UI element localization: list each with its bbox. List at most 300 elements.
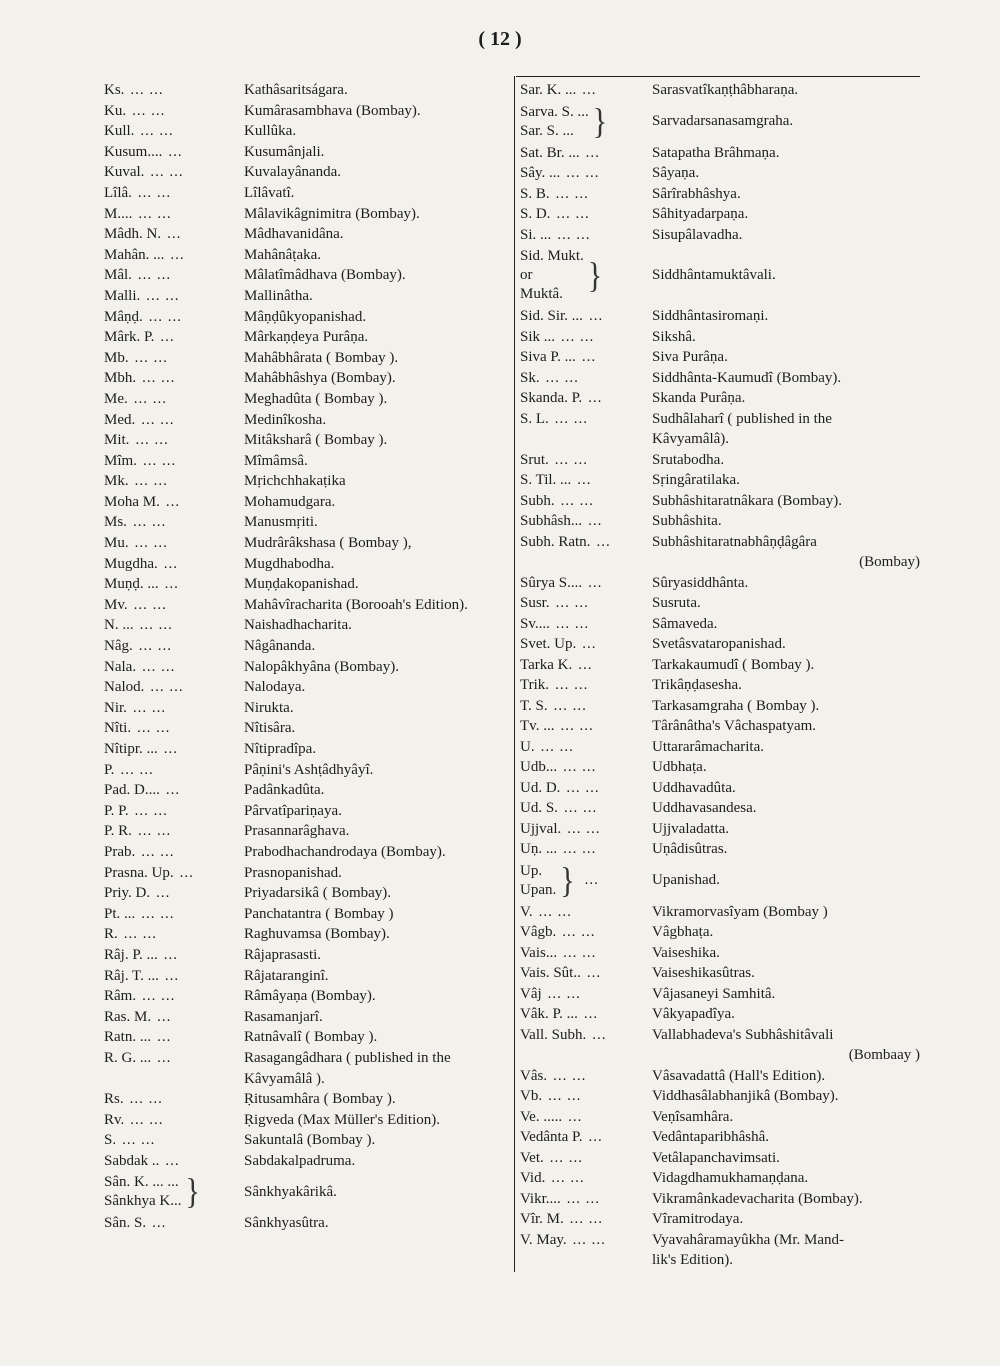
entry-leader-dots: ... (156, 885, 171, 902)
entry-abbreviation-block (520, 1107, 652, 1128)
abbreviation-entry (104, 286, 510, 307)
entry-meaning: Skanda Purâṇa. (652, 390, 746, 406)
entry-meaning-block (244, 760, 510, 781)
entry-abbreviation-block (520, 450, 652, 471)
entry-leader-dots: ... ... (134, 802, 168, 819)
entry-meaning: Kusumânjali. (244, 143, 325, 160)
entry-meaning-block (652, 778, 920, 799)
abbreviation-entry (104, 1027, 510, 1048)
abbreviation-entry (520, 963, 920, 984)
entry-meaning: Sudhâlaharî ( published in the (652, 410, 832, 427)
entry-meaning-block (652, 1004, 920, 1025)
entry-meaning: Sabdakalpadruma. (244, 1152, 356, 1169)
entry-abbreviation: Sar. S. ... (520, 122, 574, 139)
abbreviation-entry (104, 183, 510, 204)
entry-abbreviation-block (520, 1148, 652, 1169)
entry-abbreviation: Vikr.... (520, 1190, 561, 1207)
entry-leader-dots: ... (157, 1029, 172, 1046)
entry-leader-dots: ... ... (133, 596, 167, 613)
entry-meaning-block (244, 512, 510, 533)
entry-meaning: Sûryasiddhânta. (652, 574, 749, 591)
entry-leader-dots: ... ... (547, 985, 581, 1002)
entry-meaning: Vâsavadattâ (Hall's Edition). (652, 1067, 826, 1084)
entry-meaning: Sisupâlavadha. (652, 226, 743, 243)
entry-abbreviation: Nîtipr. ... (104, 741, 158, 757)
entry-abbreviation: Svet. Up. (520, 636, 577, 652)
abbreviation-entry (520, 716, 920, 737)
entry-leader-dots: ... (588, 308, 604, 324)
entry-leader-dots: ... (157, 1049, 172, 1066)
entry-abbreviation-block (104, 780, 244, 801)
entry-meaning-block (244, 327, 510, 348)
entry-abbreviation: Mbh. (104, 370, 137, 387)
entry-abbreviation: Ud. S. (520, 800, 558, 816)
entry-abbreviation-block (104, 842, 244, 863)
entry-leader-dots: ... ... (562, 924, 596, 940)
abbreviation-entry (104, 348, 510, 369)
entry-meaning-block (244, 1110, 510, 1131)
entry-abbreviation: Med. (104, 411, 136, 428)
abbreviation-entry (520, 470, 920, 491)
entry-abbreviation: Sat. Br. ... (520, 144, 580, 161)
entry-leader-dots: ... (596, 533, 611, 550)
abbreviation-entry (520, 450, 920, 471)
entry-leader-dots: ... ... (548, 1088, 582, 1104)
entry-meaning-block (244, 615, 510, 636)
entry-meaning: Siddhânta-Kaumudî (Bombay). (652, 369, 842, 386)
abbreviation-entry (104, 245, 510, 266)
entry-leader-dots: ... ... (129, 1091, 163, 1108)
entry-abbreviation-block (104, 863, 244, 884)
entry-leader-dots: ... (164, 576, 179, 593)
entry-meaning: Mâlavikâgnimitra (Bombay). (244, 205, 420, 222)
entry-leader-dots: ... ... (133, 390, 167, 407)
entry-meaning-block (652, 1127, 920, 1148)
abbreviation-entry (520, 819, 920, 840)
entry-abbreviation-block (104, 430, 244, 451)
entry-meaning-block (244, 986, 510, 1007)
entry-meaning-block (652, 614, 920, 635)
entry-meaning: Mṛichchhakaṭika (244, 473, 346, 490)
entry-meaning-block (244, 162, 510, 183)
entry-leader-dots: ... (582, 82, 597, 98)
entry-meaning: Kullûka. (244, 123, 297, 140)
entry-abbreviation: Kuval. (104, 164, 145, 181)
abbreviation-entry (520, 1230, 920, 1271)
entry-leader-dots: ... (592, 1026, 607, 1043)
entry-meaning-block (244, 265, 510, 286)
entry-meaning-block (652, 1189, 920, 1210)
entry-abbreviation: Subh. (520, 492, 555, 509)
entry-meaning: Tarkakaumudî ( Bombay ). (652, 656, 815, 673)
entry-abbreviation: Vall. Subh. (520, 1026, 587, 1043)
entry-meaning: Siva Purâṇa. (652, 349, 728, 365)
entry-abbreviation: Nala. (104, 658, 137, 675)
entry-leader-dots: ... (170, 246, 185, 263)
entry-abbreviation-block (104, 1110, 244, 1131)
entry-meaning: Sikshâ. (652, 328, 696, 345)
entry-meaning: Mugdhabodha. (244, 555, 335, 572)
entry-leader-dots: ... ... (560, 492, 594, 509)
entry-abbreviation-block (104, 80, 244, 101)
entry-abbreviation: Ms. (104, 514, 127, 531)
entry-abbreviation: Mit. (104, 432, 130, 449)
abbreviation-entry (520, 839, 920, 860)
brace-glyph: } (185, 1172, 200, 1212)
abbreviation-entry (520, 902, 920, 923)
entry-abbreviation-block (104, 636, 244, 657)
entry-abbreviation: P. R. (104, 823, 132, 840)
abbreviation-entry (104, 533, 510, 554)
abbreviation-entry (104, 698, 510, 719)
entry-meaning: Subhâshita. (652, 513, 722, 529)
entry-abbreviation-block (520, 862, 652, 900)
entry-leader-dots: ... ... (563, 944, 597, 961)
abbreviation-entry (104, 1213, 510, 1234)
entry-leader-dots: ... (578, 656, 593, 673)
entry-leader-dots: ... ... (141, 905, 175, 922)
entry-abbreviation: Pt. ... (104, 905, 136, 922)
entry-meaning: Mahâbhâshya (Bombay). (244, 370, 396, 387)
abbreviation-entry (520, 1086, 920, 1107)
entry-abbreviation-block (104, 286, 244, 307)
entry-abbreviation-block (520, 1127, 652, 1148)
entry-abbreviation: Subhâsh... (520, 513, 583, 529)
entry-abbreviation-block (104, 966, 244, 987)
entry-leader-dots: ... (568, 1108, 583, 1125)
entry-abbreviation: Subh. Ratn. (520, 533, 591, 550)
entry-meaning-block (652, 593, 920, 614)
entry-meaning-block (244, 966, 510, 987)
entry-meaning: Mahâbhârata ( Bombay ). (244, 349, 399, 366)
abbreviation-entry (520, 943, 920, 964)
entry-abbreviation-block (104, 451, 244, 472)
entry-meaning: Ṛigveda (Max Müller's Edition). (244, 1111, 441, 1128)
entry-meaning-block (244, 595, 510, 616)
entry-leader-dots: ... ... (123, 926, 158, 943)
entry-abbreviation-block (104, 101, 244, 122)
abbreviation-entry (520, 1127, 920, 1148)
entry-meaning-block (244, 657, 510, 678)
entry-abbreviation: Prasna. Up. (104, 864, 174, 881)
entry-abbreviation-block (104, 595, 244, 616)
entry-meaning-block (244, 451, 510, 472)
entry-abbreviation: Ku. (104, 102, 127, 119)
entry-abbreviation-block (520, 716, 652, 737)
abbreviation-entry (104, 512, 510, 533)
entry-abbreviation: R. G. ... (104, 1049, 152, 1066)
entry-leader-dots: ... (584, 872, 599, 889)
entry-meaning: Svetâsvataropanishad. (652, 636, 786, 652)
entry-abbreviation-block (520, 1189, 652, 1210)
entry-abbreviation-block (520, 778, 652, 799)
entry-meaning-block (652, 409, 920, 450)
entry-leader-dots: ... ... (150, 164, 184, 181)
entry-abbreviation: Sarva. S. ... (520, 103, 589, 120)
entry-abbreviation-block (520, 819, 652, 840)
entry-leader-dots: ... ... (142, 370, 176, 387)
entry-meaning-block (244, 348, 510, 369)
abbreviation-entry (520, 511, 920, 532)
entry-abbreviation-block (104, 1007, 244, 1028)
entry-meaning: Râmâyaṇa (Bombay). (244, 988, 376, 1005)
abbreviation-entry (104, 1130, 510, 1151)
brace-glyph: } (560, 860, 575, 900)
entry-meaning: Mitâksharâ ( Bombay ). (244, 432, 388, 449)
entry-abbreviation-block (520, 1230, 652, 1251)
entry-abbreviation-block (104, 801, 244, 822)
entry-abbreviation: Ujjval. (520, 820, 562, 837)
entry-meaning-block (244, 924, 510, 945)
entry-abbreviation-block (520, 1086, 652, 1107)
entry-meaning-block (244, 307, 510, 328)
entry-meaning: Vikramânkadevacharita (Bombay). (652, 1190, 863, 1207)
entry-abbreviation: Vb. (520, 1088, 543, 1104)
entry-leader-dots: ... (588, 513, 603, 529)
entry-meaning-block (652, 204, 920, 225)
entry-meaning-block (244, 1151, 510, 1172)
entry-abbreviation: Nir. (104, 699, 127, 716)
entry-abbreviation: Siva P. ... (520, 349, 576, 365)
entry-meaning-block (244, 101, 510, 122)
entry-meaning: Kathâsaritságara. (244, 82, 348, 98)
entry-meaning-block (244, 739, 510, 760)
entry-meaning: Ṛitusamhâra ( Bombay ). (244, 1091, 396, 1108)
entry-meaning-block (652, 819, 920, 840)
entry-abbreviation-block (104, 924, 244, 945)
entry-abbreviation-block (104, 698, 244, 719)
entry-abbreviation: Me. (104, 390, 128, 407)
entry-leader-dots: ... (152, 1215, 167, 1232)
entry-meaning: Sarvadarsanasamgraha. (652, 113, 794, 130)
entry-abbreviation: Ve. ..... (520, 1108, 563, 1125)
entry-meaning: Vaiseshikasûtras. (652, 965, 755, 981)
entry-meaning-block (244, 1130, 510, 1151)
entry-abbreviation: Muṇḍ. ... (104, 576, 159, 593)
entry-meaning-block (652, 902, 920, 923)
entry-abbreviation-block (520, 1004, 652, 1025)
entry-meaning-block (244, 245, 510, 266)
entry-abbreviation-block (104, 471, 244, 492)
entry-meaning: Kumârasambhava (Bombay). (244, 102, 421, 119)
entry-leader-dots: ... ... (132, 699, 167, 716)
entry-abbreviation-block (104, 512, 244, 533)
abbreviation-entry (520, 696, 920, 717)
abbreviation-entry (520, 1209, 920, 1230)
abbreviation-entry (520, 409, 920, 450)
entry-meaning-block (652, 388, 920, 409)
entry-meaning: Muṇḍakopanishad. (244, 576, 359, 593)
abbreviation-entry (104, 1089, 510, 1110)
brace-glyph: } (592, 101, 608, 141)
entry-meaning-block (652, 922, 920, 943)
entry-abbreviation-block (520, 306, 652, 327)
entry-meaning-block (244, 945, 510, 966)
entry-meaning-block (652, 1230, 920, 1271)
entry-abbreviation-block (520, 593, 652, 614)
entry-abbreviation: Vais. Sût.. (520, 965, 581, 981)
entry-leader-dots: ... ... (137, 184, 172, 201)
entry-meaning-block (244, 183, 510, 204)
entry-abbreviation: S. L. (520, 410, 549, 427)
entry-meaning: Ratnâvalî ( Bombay ). (244, 1029, 378, 1046)
abbreviation-entry (520, 737, 920, 758)
entry-meaning: Lîlâvatî. (244, 184, 295, 201)
entry-abbreviation-block (520, 1209, 652, 1230)
entry-meaning-block (652, 696, 920, 717)
entry-abbreviation: Mv. (104, 596, 128, 613)
entry-abbreviation: Sar. K. ... (520, 82, 577, 98)
abbreviation-entry (520, 1189, 920, 1210)
abbreviation-entry (104, 1151, 510, 1172)
entry-meaning-block (652, 163, 920, 184)
entry-meaning-continuation: lik's Edition). (652, 1252, 734, 1268)
entry-meaning-block (652, 1086, 920, 1107)
entry-leader-dots: ... ... (555, 615, 590, 632)
entry-abbreviation: Sânkhya K... (104, 1193, 182, 1210)
entry-meaning-block (244, 1027, 510, 1048)
entry-abbreviation-block (520, 984, 652, 1005)
entry-meaning-continuation: (Bombay) (859, 554, 920, 570)
entry-abbreviation: Sid. Sir. ... (520, 308, 583, 324)
entry-meaning: Mîmâmsâ. (244, 452, 308, 469)
entry-abbreviation-block (520, 204, 652, 225)
entry-abbreviation-block (104, 1151, 244, 1172)
abbreviation-entry (520, 184, 920, 205)
abbreviation-entry (104, 142, 510, 163)
entry-abbreviation: Moha M. (104, 493, 160, 510)
abbreviation-entry (104, 204, 510, 225)
entry-leader-dots: ... ... (549, 1149, 583, 1166)
entry-abbreviation-block (520, 347, 652, 368)
entry-abbreviation: N. ... (104, 617, 134, 634)
entry-leader-dots: ... (583, 1006, 599, 1022)
entry-abbreviation-block (104, 368, 244, 389)
abbreviation-entry (520, 368, 920, 389)
entry-abbreviation-block (104, 142, 244, 163)
entry-meaning-block (652, 943, 920, 964)
abbreviation-entry (520, 860, 920, 902)
entry-abbreviation: Ratn. ... (104, 1029, 152, 1046)
entry-abbreviation: Udb... (520, 759, 558, 775)
entry-abbreviation: Susr. (520, 595, 550, 611)
entry-abbreviation-block (520, 757, 652, 778)
entry-meaning: Padânkadûta. (244, 782, 325, 799)
entry-meaning-block (652, 491, 920, 512)
entry-meaning: Sakuntalâ (Bombay ). (244, 1132, 376, 1149)
entry-leader-dots: ... ... (560, 718, 594, 734)
abbreviation-entry (520, 593, 920, 614)
entry-leader-dots: ... ... (139, 617, 173, 634)
entry-leader-dots: ... ... (142, 988, 176, 1005)
entry-leader-dots: ... ... (132, 514, 167, 531)
entry-leader-dots: ... (167, 226, 182, 243)
abbreviation-entry (104, 80, 510, 101)
entry-abbreviation: Muktâ. (520, 286, 563, 302)
entry-abbreviation: S. B. (520, 185, 550, 202)
abbreviation-entry (104, 966, 510, 987)
entry-abbreviation: Mb. (104, 349, 129, 366)
entry-meaning-block (244, 574, 510, 595)
entry-abbreviation: S. D. (520, 206, 551, 222)
abbreviation-entry (104, 471, 510, 492)
entry-leader-dots: ... (165, 1152, 180, 1169)
brace-glyph: } (587, 255, 603, 295)
abbreviation-entry (520, 225, 920, 246)
abbreviation-entry (520, 634, 920, 655)
abbreviation-entry (104, 389, 510, 410)
abbreviation-entry (520, 306, 920, 327)
entry-meaning: Vikramorvasîyam (Bombay ) (652, 903, 828, 920)
abbreviation-entry (104, 162, 510, 183)
entry-abbreviation-block (104, 677, 244, 698)
abbreviation-entry (104, 677, 510, 698)
entry-meaning: Nâgânanda. (244, 638, 316, 655)
entry-meaning: Sâhityadarpaṇa. (652, 206, 749, 222)
entry-leader-dots: ... ... (141, 411, 175, 428)
entry-abbreviation-block (104, 615, 244, 636)
entry-abbreviation: or (520, 267, 533, 283)
entry-leader-dots: ... (588, 1129, 603, 1145)
entry-meaning: Naishadhacharita. (244, 617, 352, 634)
entry-abbreviation: Vedânta P. (520, 1129, 583, 1145)
abbreviation-entry (520, 532, 920, 573)
entry-meaning-block (244, 533, 510, 554)
entry-leader-dots: ... ... (138, 638, 172, 655)
abbreviation-entry (520, 573, 920, 594)
entry-meaning: Meghadûta ( Bombay ). (244, 390, 388, 407)
entry-abbreviation: Mk. (104, 473, 129, 490)
entry-meaning-block (652, 111, 920, 132)
entry-meaning: Nîtipradîpa. (244, 741, 317, 757)
entry-meaning-block (244, 142, 510, 163)
entry-abbreviation: Mârk. P. (104, 329, 155, 346)
entry-meaning-block (244, 554, 510, 575)
abbreviation-entry (520, 491, 920, 512)
entry-abbreviation-block (520, 839, 652, 860)
entry-leader-dots: ... ... (566, 165, 600, 181)
abbreviation-entry (104, 1110, 510, 1131)
entry-leader-dots: ... (585, 144, 600, 161)
abbreviation-entry (520, 80, 920, 101)
entry-meaning-block (652, 368, 920, 389)
abbreviation-entry (104, 780, 510, 801)
entry-abbreviation-block (520, 532, 652, 553)
entry-abbreviation: Mu. (104, 535, 129, 552)
entry-leader-dots: ... (581, 349, 597, 365)
entry-meaning-block (244, 780, 510, 801)
entry-abbreviation: Srut. (520, 451, 549, 468)
abbreviation-entry (520, 778, 920, 799)
entry-abbreviation-block (104, 883, 244, 904)
abbreviation-entry (104, 410, 510, 431)
entry-abbreviation-block (104, 945, 244, 966)
entry-meaning-block (244, 430, 510, 451)
entry-abbreviation: Mugdha. (104, 555, 158, 572)
entry-abbreviation-block (104, 1027, 244, 1048)
entry-abbreviation-block (104, 307, 244, 328)
entry-leader-dots: ... ... (140, 123, 174, 140)
abbreviation-entry (520, 1004, 920, 1025)
entry-abbreviation-block (520, 103, 652, 141)
entry-meaning: Mârkaṇḍeya Purâṇa. (244, 329, 369, 346)
entry-meaning: Nirukta. (244, 699, 294, 716)
entry-meaning: Subhâshitaratnabhâṇḍâgâra (652, 533, 817, 550)
entry-meaning-block (244, 883, 510, 904)
entry-abbreviation-block (520, 655, 652, 676)
entry-abbreviation-block (104, 1089, 244, 1110)
entry-meaning: Sarasvatîkaṇṭhâbharaṇa. (652, 82, 799, 98)
